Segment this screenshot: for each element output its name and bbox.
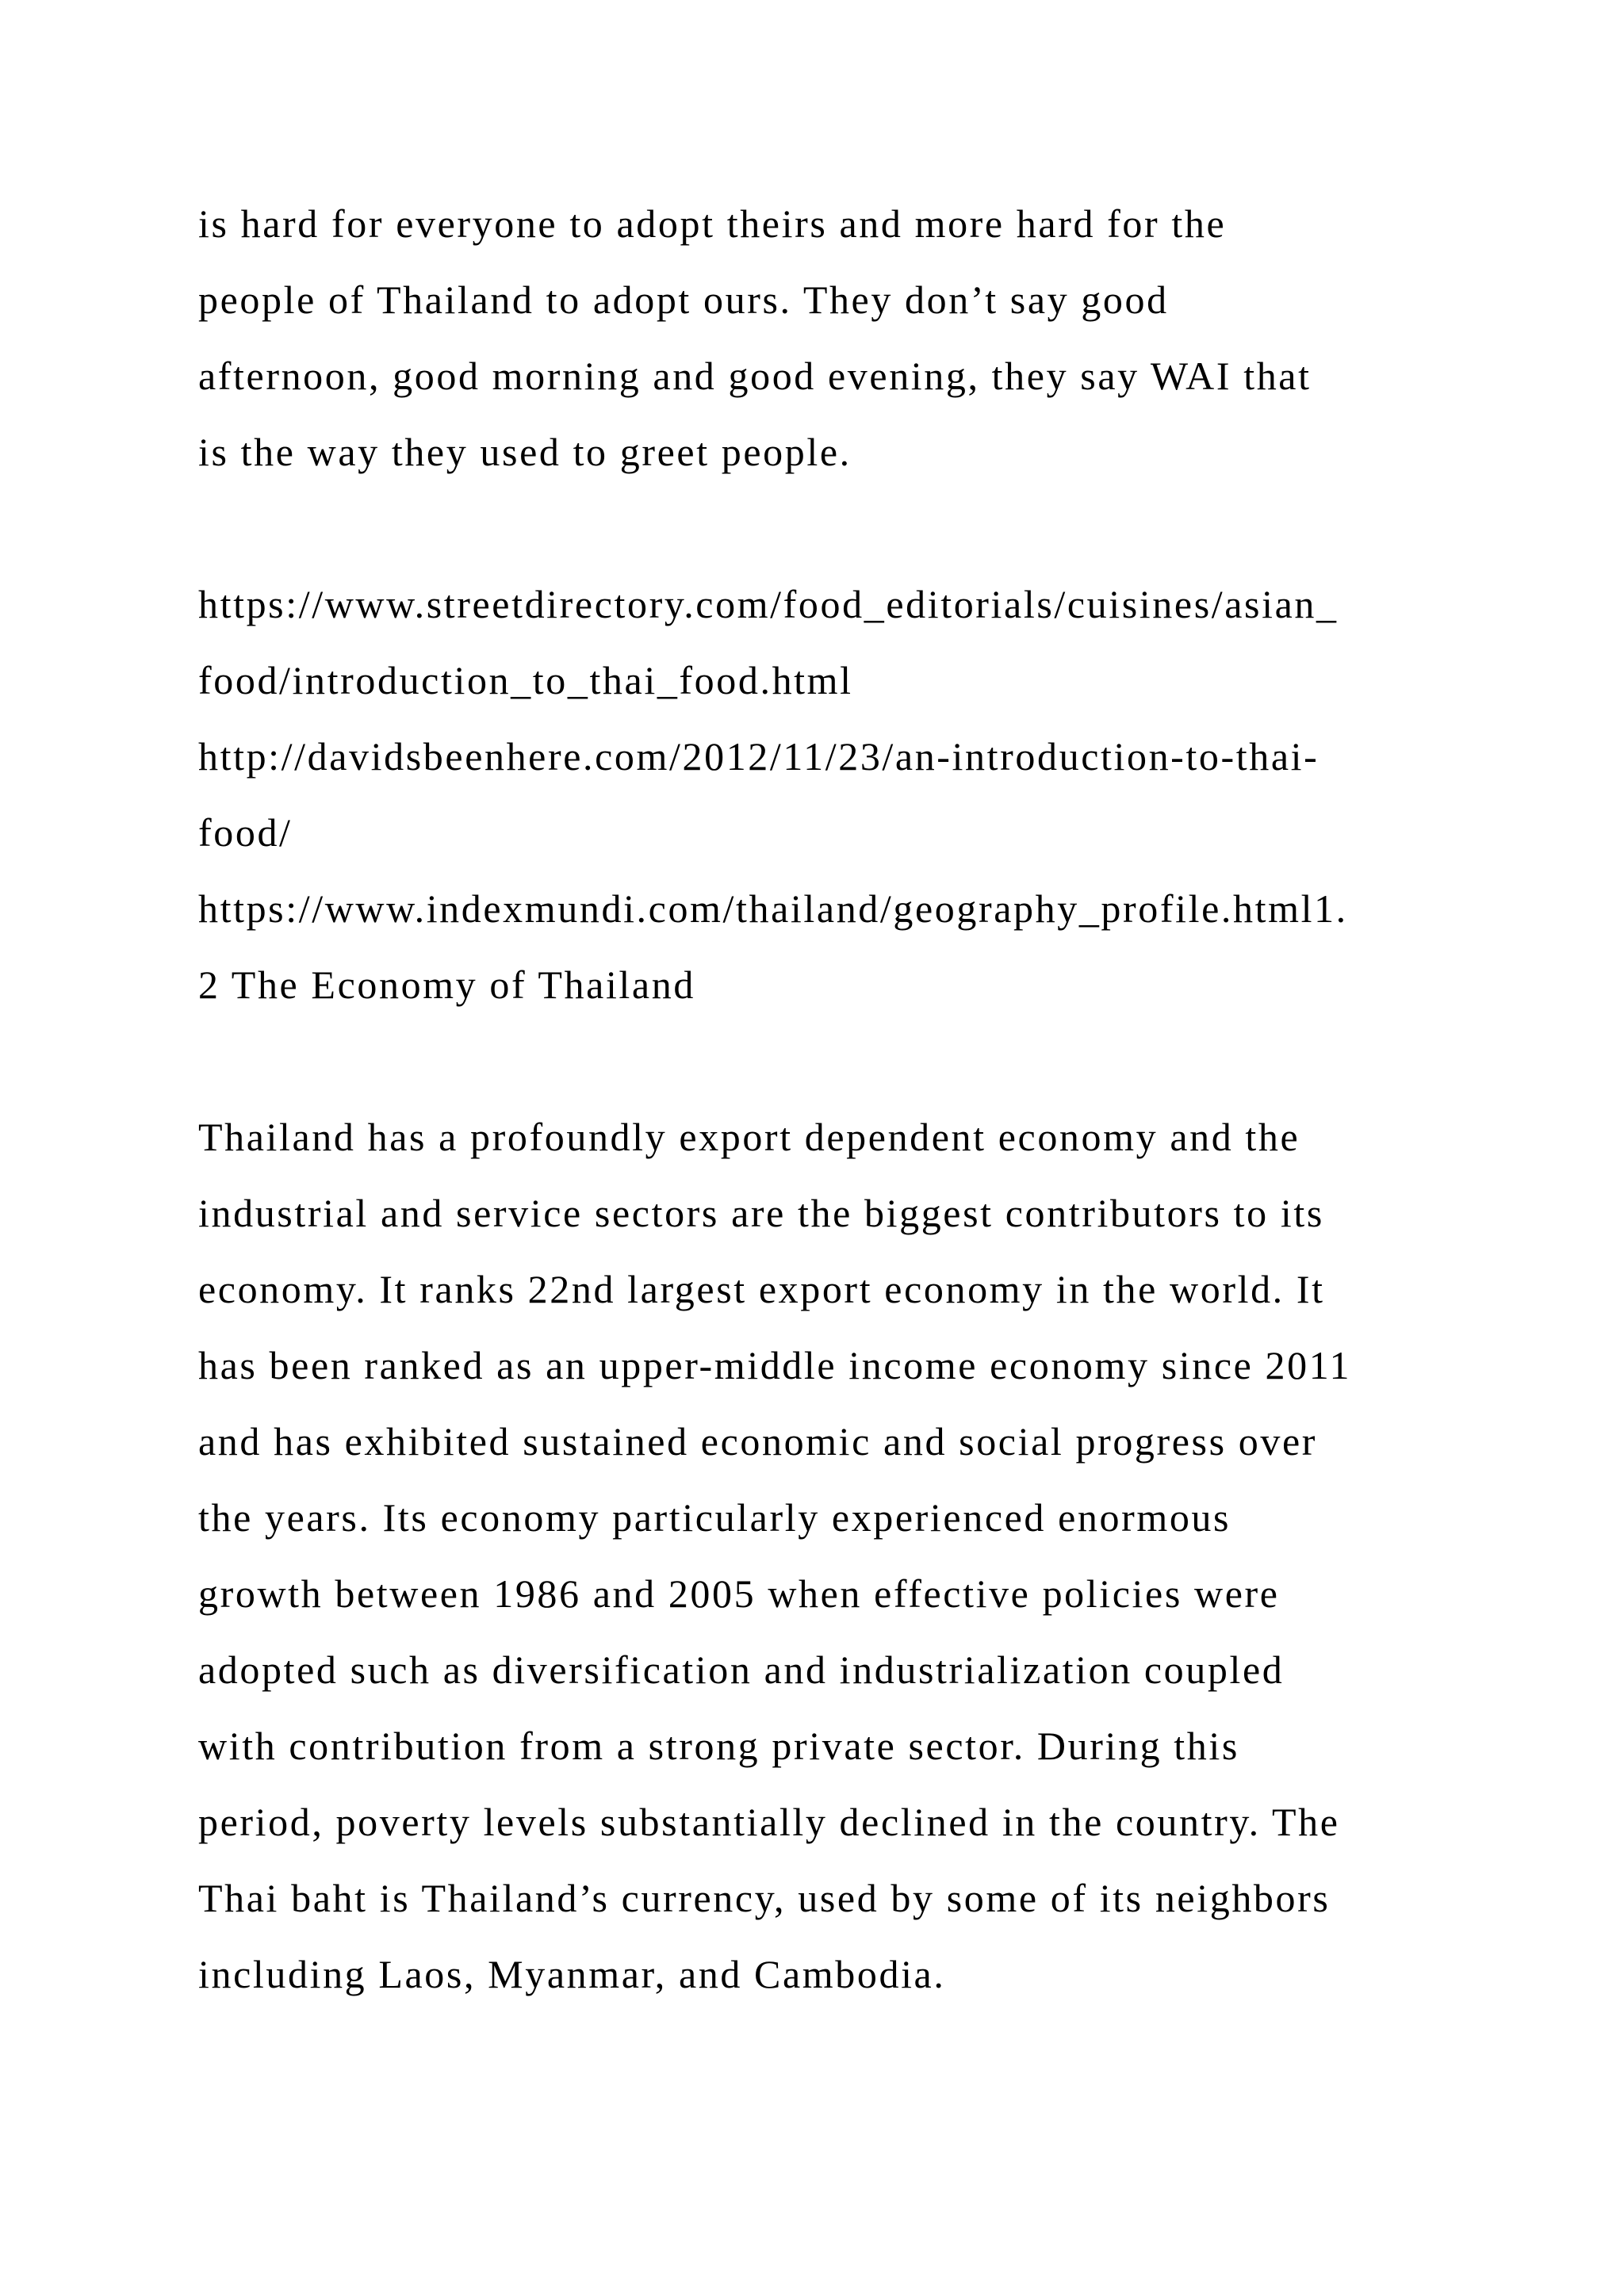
paragraph-line: adopted such as diversification and industrialization coupled xyxy=(198,1647,1285,1692)
paragraph-line: is the way they used to greet people. xyxy=(198,430,852,474)
paragraph-line: period, poverty levels substantially declined in the country. The xyxy=(198,1800,1340,1844)
paragraph-line: is hard for everyone to adopt theirs and more hard for the xyxy=(198,201,1227,246)
paragraph-line: growth between 1986 and 2005 when effective policies were xyxy=(198,1571,1280,1616)
reference-line: food/ xyxy=(198,810,293,855)
reference-line: food/introduction_to_thai_food.html xyxy=(198,658,853,702)
paragraph-line: Thai baht is Thailand’s currency, used by some of its neighbors xyxy=(198,1876,1331,1920)
paragraph-line: industrial and service sectors are the biggest contributors to its xyxy=(198,1191,1324,1235)
reference-line: https://www.indexmundi.com/thailand/geography_profile.html1. xyxy=(198,886,1348,931)
paragraph-line: afternoon, good morning and good evening, they say WAI that xyxy=(198,354,1312,398)
paragraph-line: Thailand has a profoundly export dependent economy and the xyxy=(198,1115,1300,1159)
paragraph-line: economy. It ranks 22nd largest export economy in the world. It xyxy=(198,1267,1325,1311)
reference-line: http://davidsbeenhere.com/2012/11/23/an-introduction-to-thai- xyxy=(198,734,1320,779)
paragraph-line: the years. Its economy particularly experienced enormous xyxy=(198,1495,1231,1540)
paragraph-line: has been ranked as an upper-middle income economy since 2011 xyxy=(198,1343,1352,1387)
paragraph-line: and has exhibited sustained economic and social progress over xyxy=(198,1419,1318,1464)
paragraph-line: people of Thailand to adopt ours. They don’t say good xyxy=(198,277,1169,322)
section-heading: 2 The Economy of Thailand xyxy=(198,962,695,1007)
paragraph-line: including Laos, Myanmar, and Cambodia. xyxy=(198,1952,946,1996)
reference-line: https://www.streetdirectory.com/food_editorials/cuisines/asian_ xyxy=(198,582,1339,626)
paragraph-line: with contribution from a strong private sector. During this xyxy=(198,1724,1239,1768)
